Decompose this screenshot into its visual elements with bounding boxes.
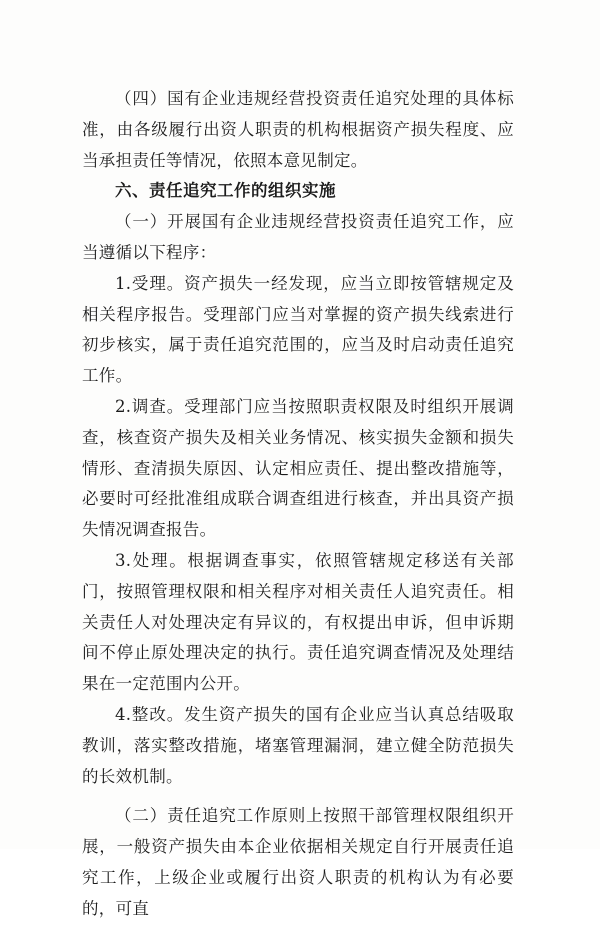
paragraph-step-handling: 3.处理。根据调查事实，依照管辖规定移送有关部门，按照管理权限和相关程序对相关责任人追究责任。相关责任人对处理决定有异议的，有权提出申诉，但申诉期间不停止原处理决定的执行。责任追究调查情况及处理结果在一定范围内公开。 xyxy=(82,550,514,694)
section-heading-organization: 六、责任追究工作的组织实施 xyxy=(115,181,336,201)
paragraph-management-authority: （二）责任追究工作原则上按照干部管理权限组织开展，一般资产损失由本企业依据相关规定自行开展责任追究工作，上级企业或履行出资人职责的机构认为有必要的，可直 xyxy=(82,806,514,918)
document-body xyxy=(82,84,514,925)
paragraph-step-investigation: 2.调查。受理部门应当按照职责权限及时组织开展调查，核查资产损失及相关业务情况、核实损失金额和损失情形、查清损失原因、认定相应责任、提出整改措施等，必要时可经批准组成联合调查组进行核查，并出具资产损失情况调查报告。 xyxy=(82,396,514,540)
paragraph-step-acceptance: 1.受理。资产损失一经发现，应当立即按管辖规定及相关程序报告。受理部门应当对掌握的资产损失线索进行初步核实，属于责任追究范围的，应当及时启动责任追究工作。 xyxy=(82,273,514,386)
paragraph-standards: （四）国有企业违规经营投资责任追究处理的具体标准，由各级履行出资人职责的机构根据资产损失程度、应当承担责任等情况，依照本意见制定。 xyxy=(82,89,514,170)
paragraph-procedure-intro: （一）开展国有企业违规经营投资责任追究工作，应当遵循以下程序： xyxy=(82,212,514,262)
paragraph-step-rectification: 4.整改。发生资产损失的国有企业应当认真总结吸取教训，落实整改措施，堵塞管理漏洞，建立健全防范损失的长效机制。 xyxy=(82,704,514,786)
